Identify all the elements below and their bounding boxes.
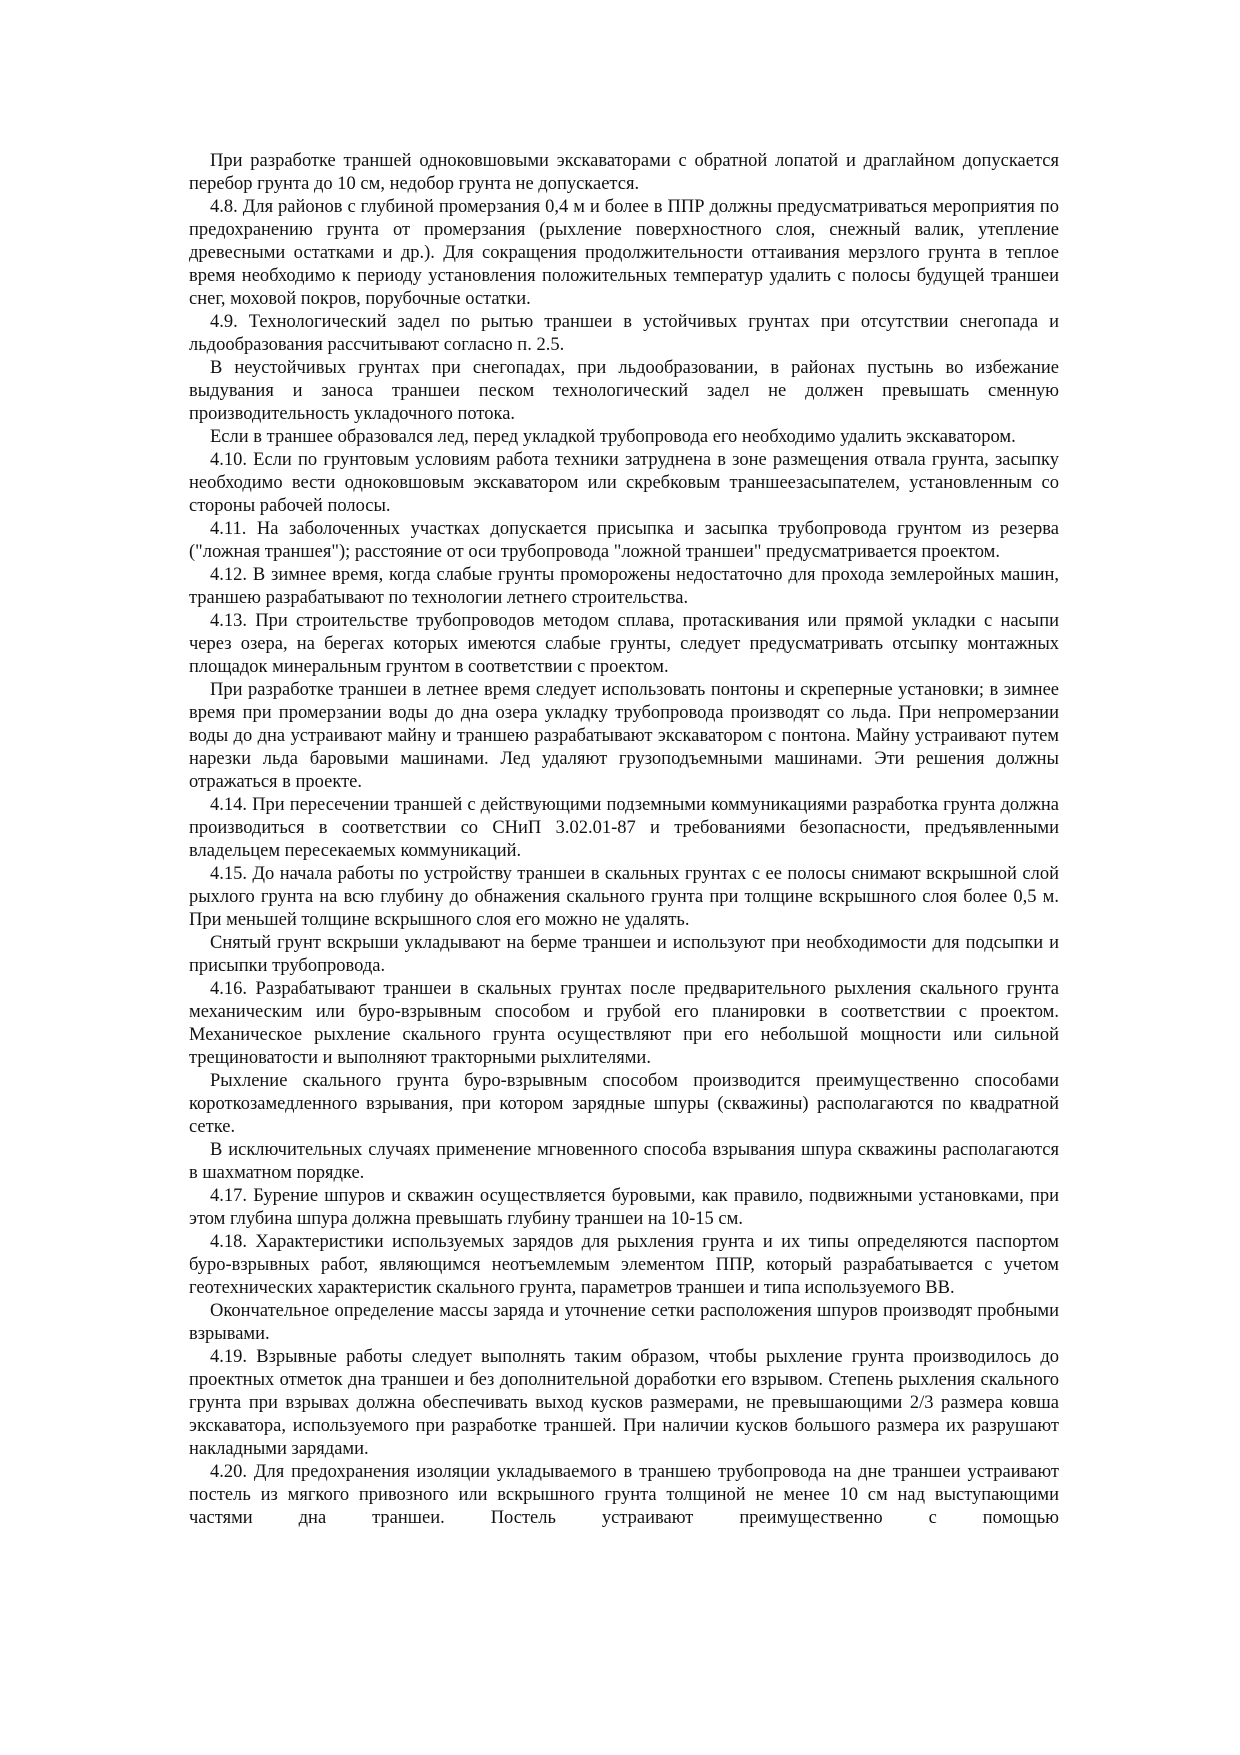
paragraph: 4.11. На заболоченных участках допускается присыпка и засыпка трубопровода грунтом из резерва ("ложная траншея"); расстояние от оси трубопровода "ложной траншеи" предусматривается проектом. [189, 519, 1059, 562]
paragraph: 4.17. Бурение шпуров и скважин осуществляется буровыми, как правило, подвижными установками, при этом глубина шпура должна превышать глубину траншеи на 10-15 см. [189, 1186, 1059, 1229]
paragraph: 4.13. При строительстве трубопроводов методом сплава, протаскивания или прямой укладки с насыпи через озера, на берегах которых имеются слабые грунты, следует предусматривать отсыпку монтажных площадок минеральным грунтом в соответствии с проектом. [189, 611, 1059, 677]
paragraph: 4.18. Характеристики используемых зарядов для рыхления грунта и их типы определяются паспортом буро-взрывных работ, являющимся неотъемлемым элементом ППР, который разрабатывается с учетом геотехнических характеристик скального грунта, параметров траншеи и типа используемого ВВ. [189, 1232, 1059, 1298]
paragraph: 4.15. До начала работы по устройству траншеи в скальных грунтах с ее полосы снимают вскрышной слой рыхлого грунта на всю глубину до обнажения скального грунта при толщине вскрышного слоя более 0,5 м. При меньшей толщине вскрышного слоя его можно не удалять. [189, 864, 1059, 930]
paragraph: В неустойчивых грунтах при снегопадах, при льдообразовании, в районах пустынь во избежание выдувания и заноса траншеи песком технологический задел не должен превышать сменную производительность укладочного потока. [189, 358, 1059, 424]
paragraph: 4.20. Для предохранения изоляции укладываемого в траншею трубопровода на дне траншеи устраивают постель из мягкого привозного или вскрышного грунта толщиной не менее 10 см над выступающими частями дна траншеи. Постель устраивают преимущественно с помощью [189, 1462, 1059, 1528]
paragraph: Если в траншее образовался лед, перед укладкой трубопровода его необходимо удалить экскаватором. [210, 427, 1016, 447]
paragraph: 4.16. Разрабатывают траншеи в скальных грунтах после предварительного рыхления скального грунта механическим или буро-взрывным способом и грубой его планировки в соответствии с проектом. Механическое рыхление скального грунта осуществляют при его небольшой мощности или сильной трещиноватости и выполняют тракторными рыхлителями. [189, 979, 1059, 1068]
paragraph: 4.8. Для районов с глубиной промерзания 0,4 м и более в ППР должны предусматриваться мероприятия по предохранению грунта от промерзания (рыхление поверхностного слоя, снежный валик, утепление древесными остатками и др.). Для сокращения продолжительности оттаивания мерзлого грунта в теплое время необходимо к периоду установления положительных температур удалить с полосы будущей траншеи снег, моховой покров, порубочные остатки. [189, 197, 1059, 309]
paragraph: При разработке траншеи в летнее время следует использовать понтоны и скреперные установки; в зимнее время при промерзании воды до дна озера укладку трубопровода производят со льда. При непромерзании воды до дна устраивают майну и траншею разрабатывают экскаватором с понтона. Майну устраивают путем нарезки льда баровыми машинами. Лед удаляют грузоподъемными машинами. Эти решения должны отражаться в проекте. [189, 680, 1059, 792]
paragraph: Окончательное определение массы заряда и уточнение сетки расположения шпуров производят пробными взрывами. [189, 1301, 1059, 1344]
paragraph: 4.19. Взрывные работы следует выполнять таким образом, чтобы рыхление грунта производилось до проектных отметок дна траншеи и без дополнительной доработки его взрывом. Степень рыхления скального грунта при взрывах должна обеспечивать выход кусков размерами, не превышающими 2/3 размера ковша экскаватора, используемого при разработке траншей. При наличии кусков большого размера их разрушают накладными зарядами. [189, 1347, 1059, 1459]
paragraph: 4.14. При пересечении траншей с действующими подземными коммуникациями разработка грунта должна производиться в соответствии со СНиП 3.02.01-87 и требованиями безопасности, предъявленными владельцем пересекаемых коммуникаций. [189, 795, 1059, 861]
paragraph: 4.9. Технологический задел по рытью траншеи в устойчивых грунтах при отсутствии снегопада и льдообразования рассчитывают согласно п. 2.5. [189, 312, 1059, 355]
paragraph: 4.12. В зимнее время, когда слабые грунты проморожены недостаточно для прохода землеройных машин, траншею разрабатывают по технологии летнего строительства. [189, 565, 1059, 608]
paragraph: В исключительных случаях применение мгновенного способа взрывания шпура скважины располагаются в шахматном порядке. [189, 1140, 1059, 1183]
paragraph: Снятый грунт вскрыши укладывают на берме траншеи и используют при необходимости для подсыпки и присыпки трубопровода. [189, 933, 1059, 976]
paragraph: 4.10. Если по грунтовым условиям работа техники затруднена в зоне размещения отвала грунта, засыпку необходимо вести одноковшовым экскаватором или скребковым траншеезасыпателем, установленным со стороны рабочей полосы. [189, 450, 1059, 516]
paragraph: Рыхление скального грунта буро-взрывным способом производится преимущественно способами короткозамедленного взрывания, при котором зарядные шпуры (скважины) располагаются по квадратной сетке. [189, 1071, 1059, 1137]
paragraph: При разработке траншей одноковшовыми экскаваторами с обратной лопатой и драглайном допускается перебор грунта до 10 см, недобор грунта не допускается. [189, 151, 1059, 194]
document-page [189, 150, 1059, 1530]
